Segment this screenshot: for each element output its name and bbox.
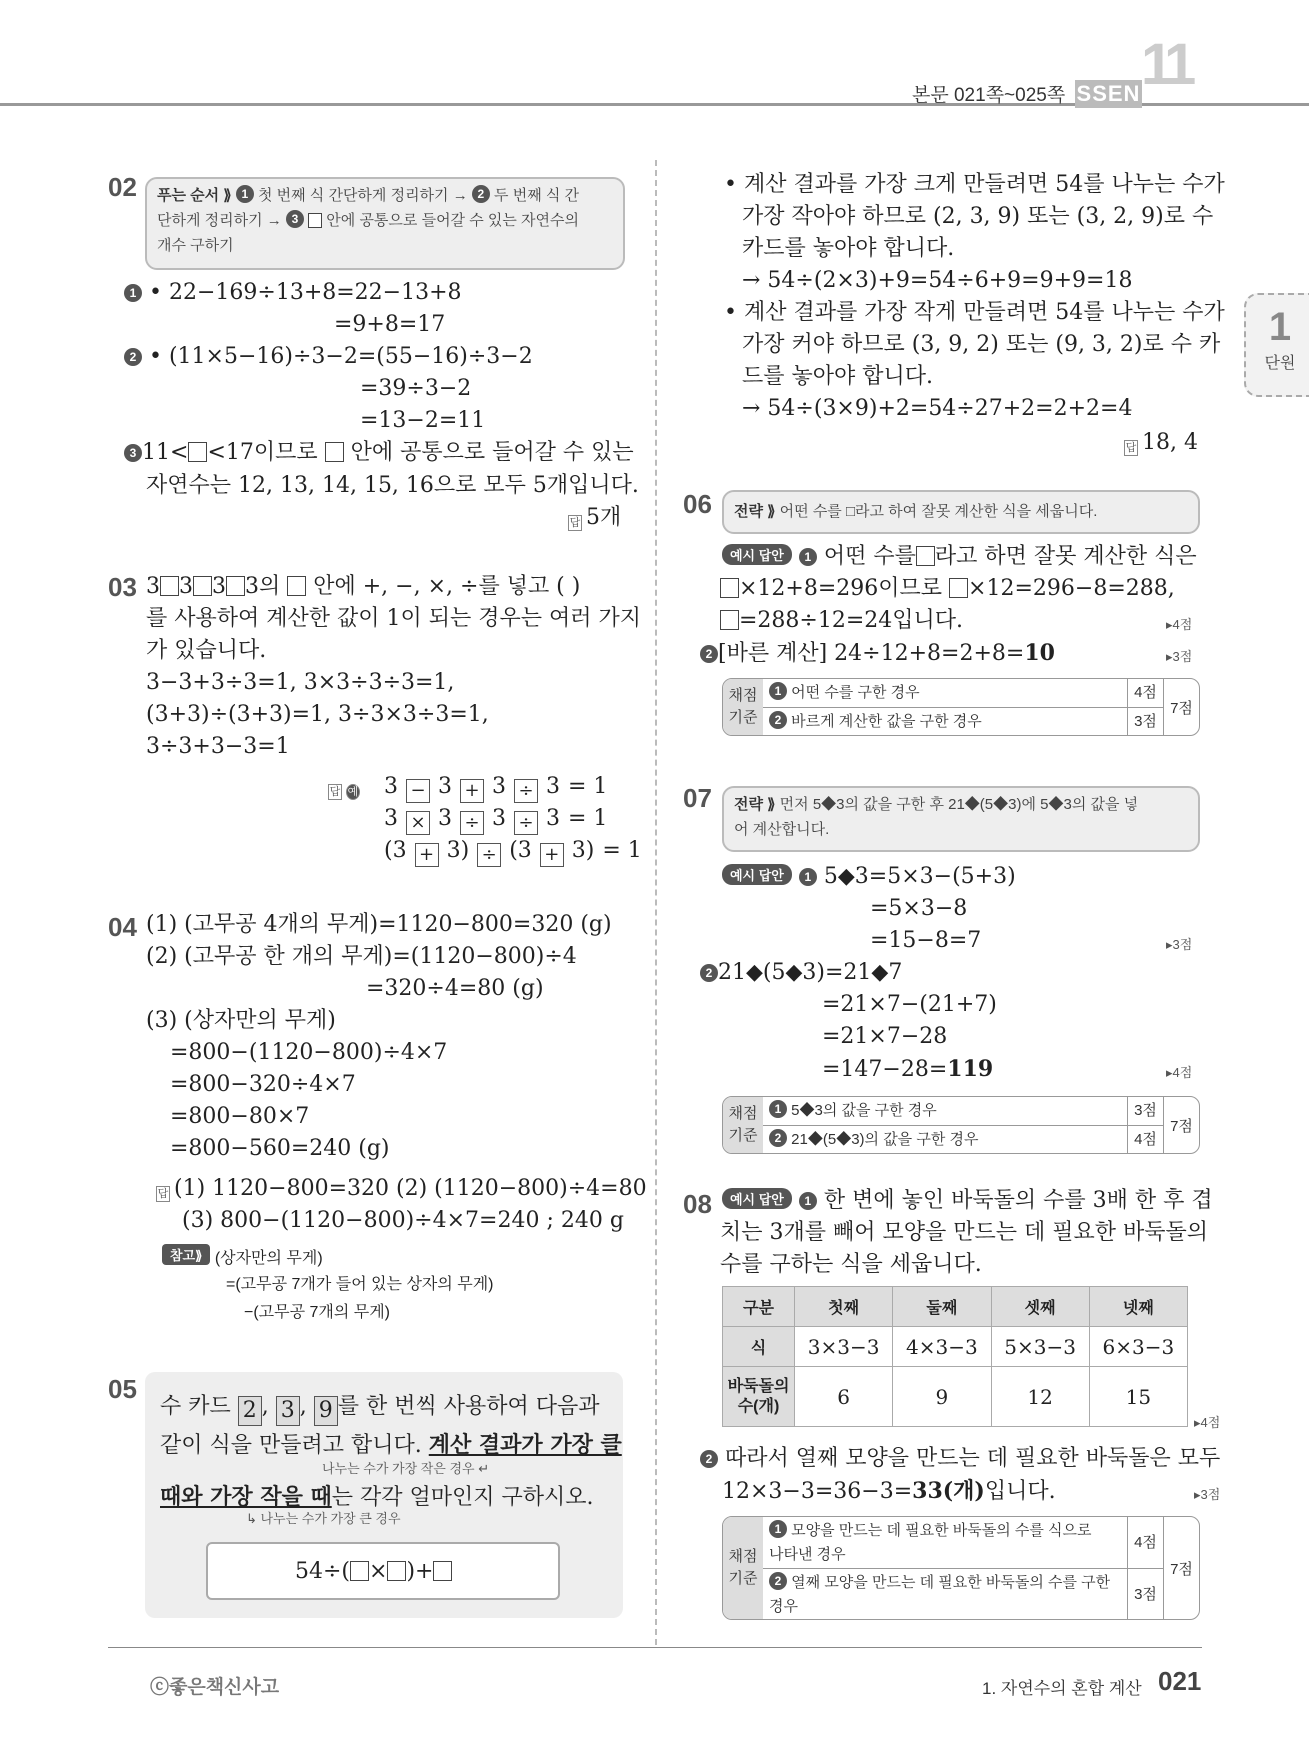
answer-token: = 1 — [602, 838, 642, 863]
blank-box — [720, 578, 739, 598]
table-cell: 15 — [1089, 1367, 1187, 1427]
example-answer-badge: 예시 답안 — [722, 864, 792, 885]
answer-token: 3 — [492, 774, 506, 799]
total-score: 7점 — [1163, 1097, 1199, 1153]
text: 수 카드 — [160, 1394, 231, 1419]
table-cell: 6×3−3 — [1089, 1327, 1187, 1367]
operator-box: × — [406, 811, 430, 835]
answer-row — [380, 836, 646, 867]
solution-line: → 54÷(3×9)+2=54÷27+2=2+2=4 — [742, 396, 1133, 421]
solution-line: 안에 공통으로 들어갈 수 있는 — [350, 440, 634, 465]
row-label: 바둑돌의 수(개) — [723, 1367, 795, 1427]
blank-box — [160, 576, 179, 596]
order-text: 첫 번째 식 간단하게 정리하기 → — [257, 187, 468, 204]
text: 라고 하면 잘못 계산한 식은 — [934, 544, 1197, 569]
question-number: 06 — [683, 489, 712, 519]
text: ×12=296−8=288, — [968, 576, 1175, 601]
criterion: 바르게 계산한 값을 구한 경우 — [791, 713, 982, 730]
solution-line: =800−560=240 (g) — [170, 1136, 390, 1161]
answer-icon: 답 — [569, 517, 581, 529]
table-cell: 9 — [893, 1367, 991, 1427]
note-text: −(고무공 7개의 무게) — [244, 1304, 390, 1321]
criterion-score: 4점 — [1127, 679, 1163, 708]
solution-line: =39÷3−2 — [360, 376, 472, 401]
footer-rule — [108, 1647, 1202, 1648]
criterion: 경우 — [769, 1598, 798, 1615]
operator-box: ÷ — [514, 811, 538, 835]
solution-line: =21×7−(21+7) — [822, 992, 997, 1017]
text: 3 — [179, 574, 193, 599]
text: 33(개) — [912, 1478, 985, 1504]
text: 한 변에 놓인 바둑돌의 수를 3배 한 후 겹 — [823, 1188, 1213, 1213]
order-text: 개수 구하기 — [157, 237, 234, 254]
table-row — [723, 1367, 1188, 1427]
answer-token: 3 — [546, 806, 560, 831]
answer: (1) 1120−800=320 (2) (1120−800)÷4=80 — [174, 1176, 647, 1201]
answer-token: 3) — [571, 838, 595, 863]
number-card: 2 — [238, 1396, 262, 1426]
table-cell: 3×3−3 — [795, 1327, 893, 1367]
blank-box — [720, 610, 739, 630]
solution-line: (3+3)÷(3+3)=1, 3÷3×3÷3=1, — [146, 702, 489, 727]
solution-line: 드를 놓아야 합니다. — [742, 364, 933, 389]
table-cell: 4×3−3 — [893, 1327, 991, 1367]
text: 는 각각 얼마인지 구하시오. — [331, 1485, 594, 1510]
unit-tab — [1244, 293, 1309, 397]
answer-icon: 답 — [157, 1188, 169, 1200]
step-3-icon: 3 — [124, 444, 142, 462]
blank-box — [387, 1561, 406, 1581]
operator-box: ÷ — [477, 843, 501, 867]
solution-line: =320÷4=80 (g) — [366, 976, 544, 1001]
criterion-score: 4점 — [1127, 1517, 1163, 1569]
answer: (3) 800−(1120−800)÷4×7=240 ; 240 g — [182, 1208, 624, 1233]
criterion-score: 3점 — [1127, 1569, 1163, 1620]
step-2-icon: 2 — [124, 348, 142, 366]
solution-line: =5×3−8 — [870, 896, 968, 921]
answer-row — [380, 772, 611, 803]
chapter-number: 11 — [1141, 32, 1191, 97]
table-header: 둘째 — [893, 1287, 991, 1327]
solution-line: → 54÷(2×3)+9=54÷6+9=9+9=18 — [742, 268, 1133, 293]
blank-box — [433, 1561, 452, 1581]
total-score: 7점 — [1163, 1517, 1199, 1619]
text: 때와 가장 작을 때 — [160, 1484, 332, 1510]
solution-line: =800−(1120−800)÷4×7 — [170, 1040, 448, 1065]
operator-box: + — [540, 843, 564, 867]
solution-line: • 계산 결과를 가장 작게 만들려면 54를 나누는 수가 — [724, 300, 1225, 325]
text: 3 — [212, 574, 226, 599]
table-header: 구분 — [723, 1287, 795, 1327]
text: 입니다. — [984, 1479, 1056, 1504]
solution-line: 가 있습니다. — [146, 638, 267, 663]
question-number: 03 — [108, 572, 137, 602]
solution-line: (3) (상자만의 무게) — [146, 1008, 336, 1033]
answer: 5개 — [586, 505, 622, 530]
question-number: 08 — [683, 1189, 712, 1219]
page-range: 본문 021쪽~025쪽 — [912, 85, 1066, 106]
answer-token: = 1 — [568, 806, 608, 831]
total-score: 7점 — [1163, 679, 1199, 735]
chapter-title: 1. 자연수의 혼합 계산 — [982, 1679, 1142, 1698]
formula: 54÷( — [295, 1559, 351, 1584]
table-header: 넷째 — [1089, 1287, 1187, 1327]
solution-line: =9+8=17 — [334, 312, 446, 337]
criterion: 열째 모양을 만드는 데 필요한 바둑돌의 수를 구한 — [791, 1574, 1111, 1591]
criterion-score: 4점 — [1127, 1126, 1163, 1154]
points: ▸4점 — [1166, 1065, 1193, 1080]
solution-line: 를 사용하여 계산한 값이 1이 되는 경우는 여러 가지 — [146, 606, 641, 631]
solution-line: • 계산 결과를 가장 크게 만들려면 54를 나누는 수가 — [724, 172, 1225, 197]
table-cell: 12 — [991, 1367, 1089, 1427]
order-text: 두 번째 식 간 — [494, 187, 579, 204]
text: 어떤 수를 — [823, 544, 916, 569]
text: ×12+8=296이므로 — [739, 576, 943, 601]
strategy-label: 전략 ⟫ — [734, 503, 776, 520]
example-answer-badge: 예시 답안 — [722, 544, 792, 565]
answer-token: 3 — [438, 774, 452, 799]
operator-box: + — [415, 843, 439, 867]
solution-line: =15−8=7 — [870, 928, 982, 953]
table-header: 셋째 — [991, 1287, 1089, 1327]
unit-number: 1 — [1268, 305, 1292, 349]
answer-token: = 1 — [568, 774, 608, 799]
text: 같이 식을 만들려고 합니다. — [160, 1433, 422, 1458]
solution-line: • 22−169÷13+8=22−13+8 — [149, 280, 462, 305]
operator-box: − — [406, 779, 430, 803]
text: 를 한 번씩 사용하여 다음과 — [337, 1394, 600, 1419]
text: 10 — [1024, 640, 1055, 666]
example-icon: 예 — [347, 786, 359, 798]
solution-line: 3÷3+3−3=1 — [146, 734, 290, 759]
answer-token: (3 — [509, 838, 532, 863]
text: 계산 결과가 가장 클 — [428, 1432, 622, 1458]
solution-line: 수를 구하는 식을 세웁니다. — [720, 1252, 982, 1277]
criterion: 나타낸 경우 — [769, 1546, 846, 1563]
scoring-criteria: 채점 기준 1 모양을 만드는 데 필요한 바둑돌의 수를 식으로 나타낸 경우 2 열째 모양을 만드는 데 필요한 바둑돌의 수를 구한 경우 4점 3점 7점 — [722, 1516, 1200, 1620]
answer-token: 3 — [438, 806, 452, 831]
strategy-label: 전략 ⟫ — [734, 796, 776, 813]
text: 119 — [947, 1056, 994, 1082]
answer-token: 3 — [492, 806, 506, 831]
points: ▸4점 — [1166, 617, 1193, 632]
order-text: 단하게 정리하기 → — [157, 212, 282, 229]
criterion: 모양을 만드는 데 필요한 바둑돌의 수를 식으로 — [791, 1522, 1092, 1539]
solution-line: 치는 3개를 빼어 모양을 만드는 데 필요한 바둑돌의 — [720, 1220, 1208, 1245]
step-1-icon: 1 — [124, 284, 142, 302]
formula: )+ — [406, 1559, 434, 1584]
blank-box — [226, 576, 245, 596]
order-label: 푸는 순서 ⟫ — [157, 187, 232, 204]
points: ▸3점 — [1194, 1487, 1221, 1502]
question-number: 04 — [108, 912, 137, 942]
text: =147−28= — [822, 1057, 948, 1082]
strategy-text: 먼저 5◆3의 값을 구한 후 21◆(5◆3)에 5◆3의 값을 넣 — [779, 796, 1139, 813]
text: 12×3−3=36−3= — [722, 1479, 913, 1504]
question-number: 02 — [108, 172, 137, 202]
text: 3 — [146, 574, 160, 599]
answer-token: 3 — [384, 774, 398, 799]
answer-icon: 답 — [329, 786, 341, 798]
solution-line: =21×7−28 — [822, 1024, 948, 1049]
points: ▸3점 — [1166, 937, 1193, 952]
strategy-box — [722, 490, 1200, 534]
answer-token: 3) — [446, 838, 470, 863]
solution-line: =800−80×7 — [170, 1104, 310, 1129]
criterion-score: 3점 — [1127, 1097, 1163, 1126]
text: =288÷12=24입니다. — [739, 608, 964, 633]
solution-line: 카드를 놓아야 합니다. — [742, 236, 955, 261]
text: 따라서 열째 모양을 만드는 데 필요한 바둑돌은 모두 — [725, 1446, 1221, 1471]
brand-logo: SSEN — [1076, 81, 1141, 106]
solution-line: (1) (고무공 4개의 무게)=1120−800=320 (g) — [146, 912, 612, 937]
blank-box — [287, 576, 306, 596]
table-header-row — [723, 1287, 1188, 1327]
blank-box — [916, 546, 935, 566]
solution-line: <17이므로 — [207, 440, 318, 465]
text: [바른 계산] 24÷12+8=2+8= — [718, 641, 1025, 666]
table-header: 첫째 — [795, 1287, 893, 1327]
formula: × — [369, 1559, 388, 1584]
text: 21◆(5◆3)=21◆7 — [718, 960, 903, 985]
solution-line: 자연수는 12, 13, 14, 15, 16으로 모두 5개입니다. — [146, 473, 639, 498]
scoring-criteria: 채점 기준 1 어떤 수를 구한 경우 2 바르게 계산한 값을 구한 경우 4점 3점 7점 — [722, 678, 1200, 736]
example-answer-badge: 예시 답안 — [722, 1188, 792, 1209]
strategy-text: 어 계산합니다. — [734, 821, 830, 838]
scoring-criteria: 채점 기준 1 5◆3의 값을 구한 경우 2 21◆(5◆3)의 값을 구한 경우 3점 4점 7점 — [722, 1096, 1200, 1154]
hint: ↳ 나누는 수가 가장 큰 경우 — [246, 1511, 401, 1526]
text: 안에 +, −, ×, ÷를 넣고 ( ) — [313, 574, 581, 599]
note-text: =(고무공 7개가 들어 있는 상자의 무게) — [226, 1276, 494, 1293]
solution-line: =13−2=11 — [360, 408, 486, 433]
page-number: 021 — [1158, 1666, 1202, 1696]
row-label: 식 — [723, 1327, 795, 1367]
blank-box — [949, 578, 968, 598]
solution-line: • (11×5−16)÷3−2=(55−16)÷3−2 — [149, 344, 533, 369]
solution-line: 11< — [142, 440, 189, 465]
criterion: 5◆3의 값을 구한 경우 — [791, 1102, 937, 1119]
question-number: 07 — [683, 783, 712, 813]
text: 3의 — [245, 574, 281, 599]
unit-label: 단원 — [1264, 355, 1296, 372]
operator-box: ÷ — [514, 779, 538, 803]
solution-line: 가장 작아야 하므로 (2, 3, 9) 또는 (3, 2, 9)로 수 — [742, 204, 1214, 229]
strategy-text: 어떤 수를 □라고 하여 잘못 계산한 식을 세웁니다. — [779, 503, 1098, 520]
answer-token: 3 — [384, 806, 398, 831]
question-number: 05 — [108, 1374, 137, 1404]
operator-box: ÷ — [460, 811, 484, 835]
hint: 나누는 수가 가장 작은 경우 ↵ — [322, 1461, 490, 1476]
answer-token: (3 — [384, 838, 407, 863]
strategy-box — [722, 786, 1200, 852]
solution-line: 3−3+3÷3=1, 3×3÷3÷3=1, — [146, 670, 455, 695]
answer-token: 3 — [546, 774, 560, 799]
publisher: ⓒ좋은책신사고 — [150, 1677, 280, 1698]
solution-line: (2) (고무공 한 개의 무게)=(1120−800)÷4 — [146, 944, 577, 969]
criterion-score: 3점 — [1127, 708, 1163, 736]
criterion: 21◆(5◆3)의 값을 구한 경우 — [791, 1131, 979, 1148]
blank-box — [193, 576, 212, 596]
operator-box: + — [460, 779, 484, 803]
stone-table — [722, 1286, 1188, 1427]
blank-box — [325, 442, 344, 462]
solving-order-box: 푸는 순서 ⟫ 1 첫 번째 식 간단하게 정리하기 → 2 두 번째 식 간 단하게 정리하기 → 3 안에 공통으로 들어갈 수 있는 자연수의 개수 구하기 — [145, 177, 625, 270]
number-card: 9 — [314, 1396, 338, 1426]
blank-box — [350, 1561, 369, 1581]
order-text: 안에 공통으로 들어갈 수 있는 자연수의 — [326, 212, 579, 229]
note-text: (상자만의 무게) — [214, 1250, 323, 1267]
table-cell: 6 — [795, 1367, 893, 1427]
table-cell: 5×3−3 — [991, 1327, 1089, 1367]
points: ▸3점 — [1166, 649, 1193, 664]
answer: 18, 4 — [1142, 430, 1198, 455]
number-card: 3 — [276, 1396, 300, 1426]
column-divider — [655, 160, 657, 1645]
answer-icon: 답 — [1125, 442, 1137, 454]
note-label: 참고⟫ — [162, 1244, 210, 1265]
points: ▸4점 — [1194, 1415, 1221, 1430]
text: 5◆3=5×3−(5+3) — [823, 864, 1016, 889]
answer-row — [380, 804, 611, 835]
criterion: 어떤 수를 구한 경우 — [791, 684, 920, 701]
solution-line: 가장 커야 하므로 (3, 9, 2) 또는 (9, 3, 2)로 수 카 — [742, 332, 1221, 357]
solution-line: =800−320÷4×7 — [170, 1072, 356, 1097]
table-row — [723, 1327, 1188, 1367]
blank-box — [188, 442, 207, 462]
